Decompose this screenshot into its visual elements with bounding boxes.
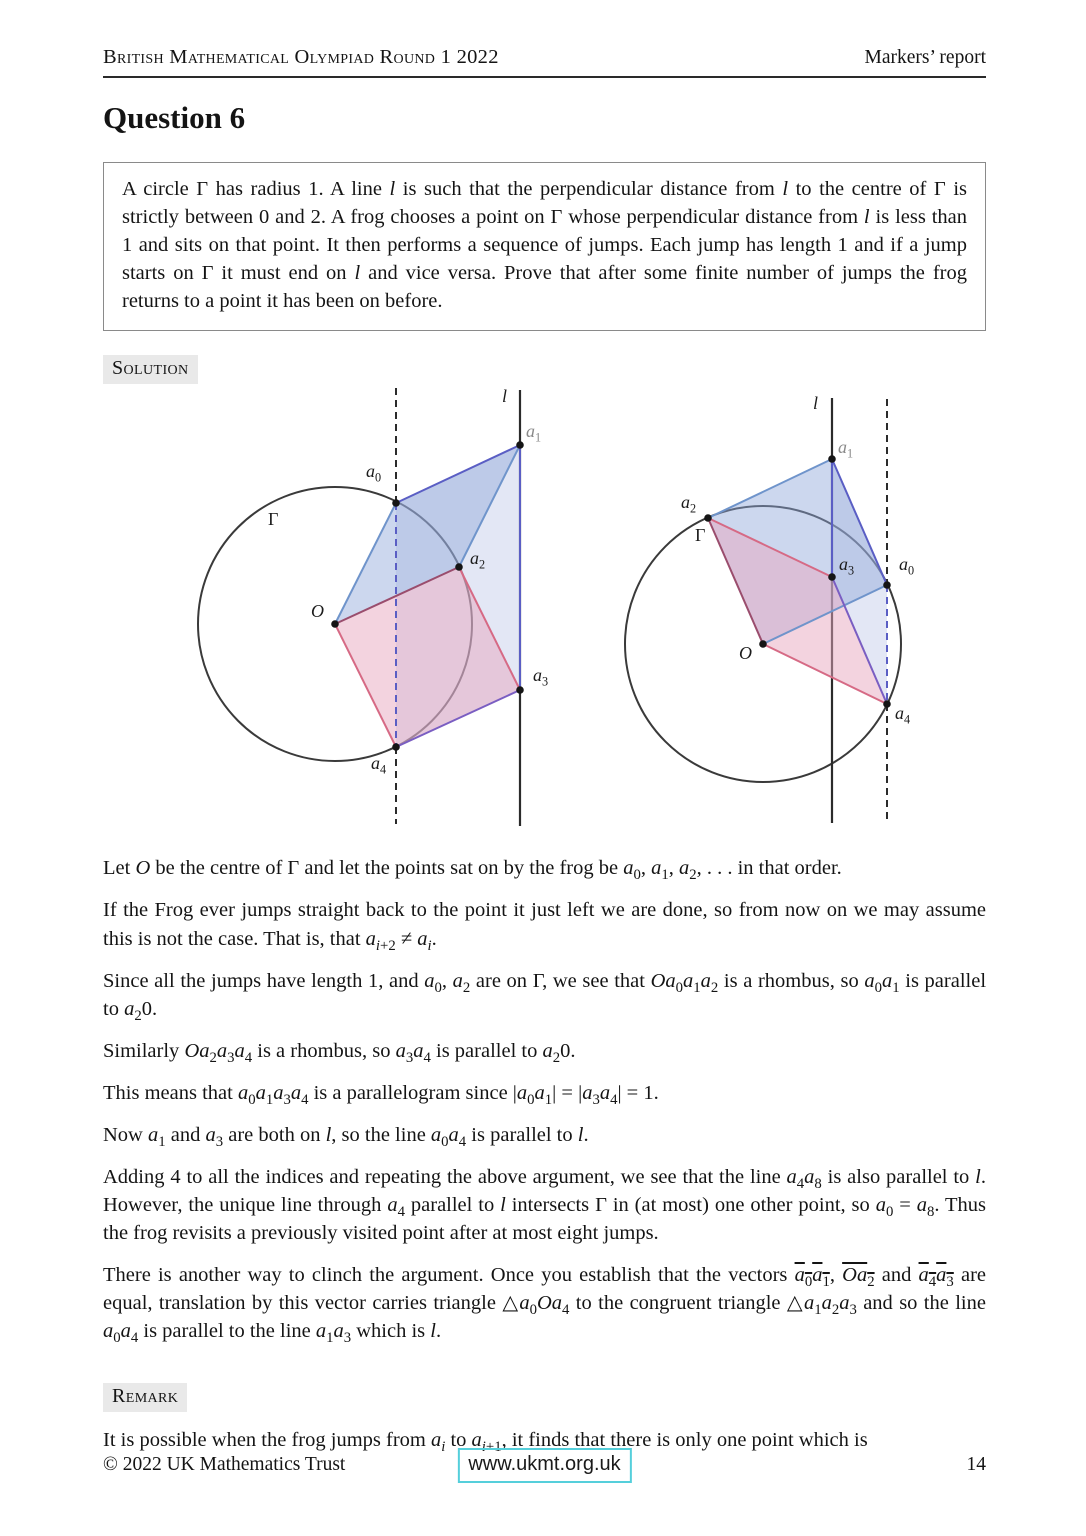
figure-left-label-a1: $a_1$ xyxy=(526,421,542,445)
figure-right-label-gamma: Γ xyxy=(695,525,706,546)
figure-left-label-gamma: Γ xyxy=(268,509,279,530)
solution-figures xyxy=(103,386,986,838)
header-report-label: Markers’ report xyxy=(864,47,986,68)
footer-page-number: 14 xyxy=(966,1454,986,1475)
footer-copyright: © 2022 UK Mathematics Trust xyxy=(103,1454,346,1475)
figure-left-label-a0: $a_0$ xyxy=(366,461,382,485)
question-title: Question 6 xyxy=(103,100,246,135)
solution-paragraph: There is another way to clinch the argument. Once you establish that the vectors $a_0a_1$, $Oa_2$ and $a_4a_3$ are equal, translation by this vector carries triangle $\triangle a_0Oa_4$ to the congruent triangle $\triangle a_1a_2a_3$ and so the line $a_0a_4$ is parallel to the line $a_1a_3$ which is l. xyxy=(103,1264,987,1347)
problem-statement-text: A circle Γ has radius 1. A line l is such that the perpendicular distance from l to the centre of Γ is strictly between 0 and 2. A frog chooses a point on Γ whose perpendicular distance from l is less than 1 and sits on that point. It then performs a sequence of jumps. Each jump has length 1 and if a jump starts on Γ it must end on l and vice versa. Prove that after some finite number of jumps the frog returns to a point it has been on before. xyxy=(122,178,968,312)
figure-right-label-a0: $a_0$ xyxy=(899,554,915,578)
solution-paragraph: This means that $a_0a_1a_3a_4$ is a parallelogram since $|a_0a_1| = |a_3a_4| = 1$. xyxy=(103,1081,659,1108)
solution-paragraph: If the Frog ever jumps straight back to the point it just left we are done, so from now on we may assume this is not the case. That is, that $a_{i+2} \ne a_i$. xyxy=(103,899,986,954)
figure-left-label-a2: $a_2$ xyxy=(470,548,486,572)
figure-left xyxy=(180,386,600,834)
solution-paragraph: Similarly $Oa_2a_3a_4$ is a rhombus, so $a_3a_4$ is parallel to $a_20$. xyxy=(103,1039,576,1066)
problem-statement-box xyxy=(103,162,986,331)
figure-right xyxy=(600,386,1000,834)
figure-right-label-a2: $a_2$ xyxy=(681,492,697,516)
figure-left-svg xyxy=(180,386,600,834)
footer-ukmt-link[interactable]: www.ukmt.org.uk xyxy=(457,1448,631,1483)
figure-left-label-l: l xyxy=(502,386,508,407)
remark-paragraph: It is possible when the frog jumps from $a_i$ to $a_{i+1}$, it finds that there is only one point which is xyxy=(103,1429,868,1456)
solution-paragraph: Let O be the centre of Γ and let the points sat on by the frog be $a_0$, $a_1$, $a_2$, . . . in that order. xyxy=(103,857,842,884)
solution-paragraph: Since all the jumps have length 1, and $a_0$, $a_2$ are on Γ, we see that $Oa_0a_1a_2$ is a rhombus, so $a_0a_1$ is parallel to $a_20$. xyxy=(103,969,987,1024)
remark-label: Remark xyxy=(103,1383,187,1412)
figure-right-label-l: l xyxy=(813,393,819,414)
figure-right-svg xyxy=(600,386,1000,834)
figure-right-label-a1: $a_1$ xyxy=(838,437,854,461)
figure-right-label-a3: $a_3$ xyxy=(839,554,855,578)
solution-paragraph: Adding 4 to all the indices and repeating the above argument, we see that the line $a_4a_8$ is also parallel to l. However, the unique line through $a_4$ parallel to l intersects Γ in (at most) one other point, so $a_0 = a_8$. Thus the frog revisits a previously visited point after at most eight jumps. xyxy=(103,1166,986,1245)
figure-left-label-a3: $a_3$ xyxy=(533,665,549,689)
header-rule xyxy=(103,76,986,78)
page-footer xyxy=(103,1444,986,1488)
figure-right-label-a4: $a_4$ xyxy=(895,703,911,727)
header-title: British Mathematical Olympiad Round 1 2022 xyxy=(103,46,499,68)
figure-left-label-a4: $a_4$ xyxy=(371,753,387,777)
document-page xyxy=(103,0,986,1469)
solution-paragraph: Now $a_1$ and $a_3$ are both on l, so the line $a_0a_4$ is parallel to l. xyxy=(103,1123,589,1151)
figure-right-label-O: O xyxy=(739,643,752,664)
figure-left-label-O: O xyxy=(311,601,324,622)
page-header xyxy=(103,0,986,69)
solution-label: Solution xyxy=(103,355,198,384)
